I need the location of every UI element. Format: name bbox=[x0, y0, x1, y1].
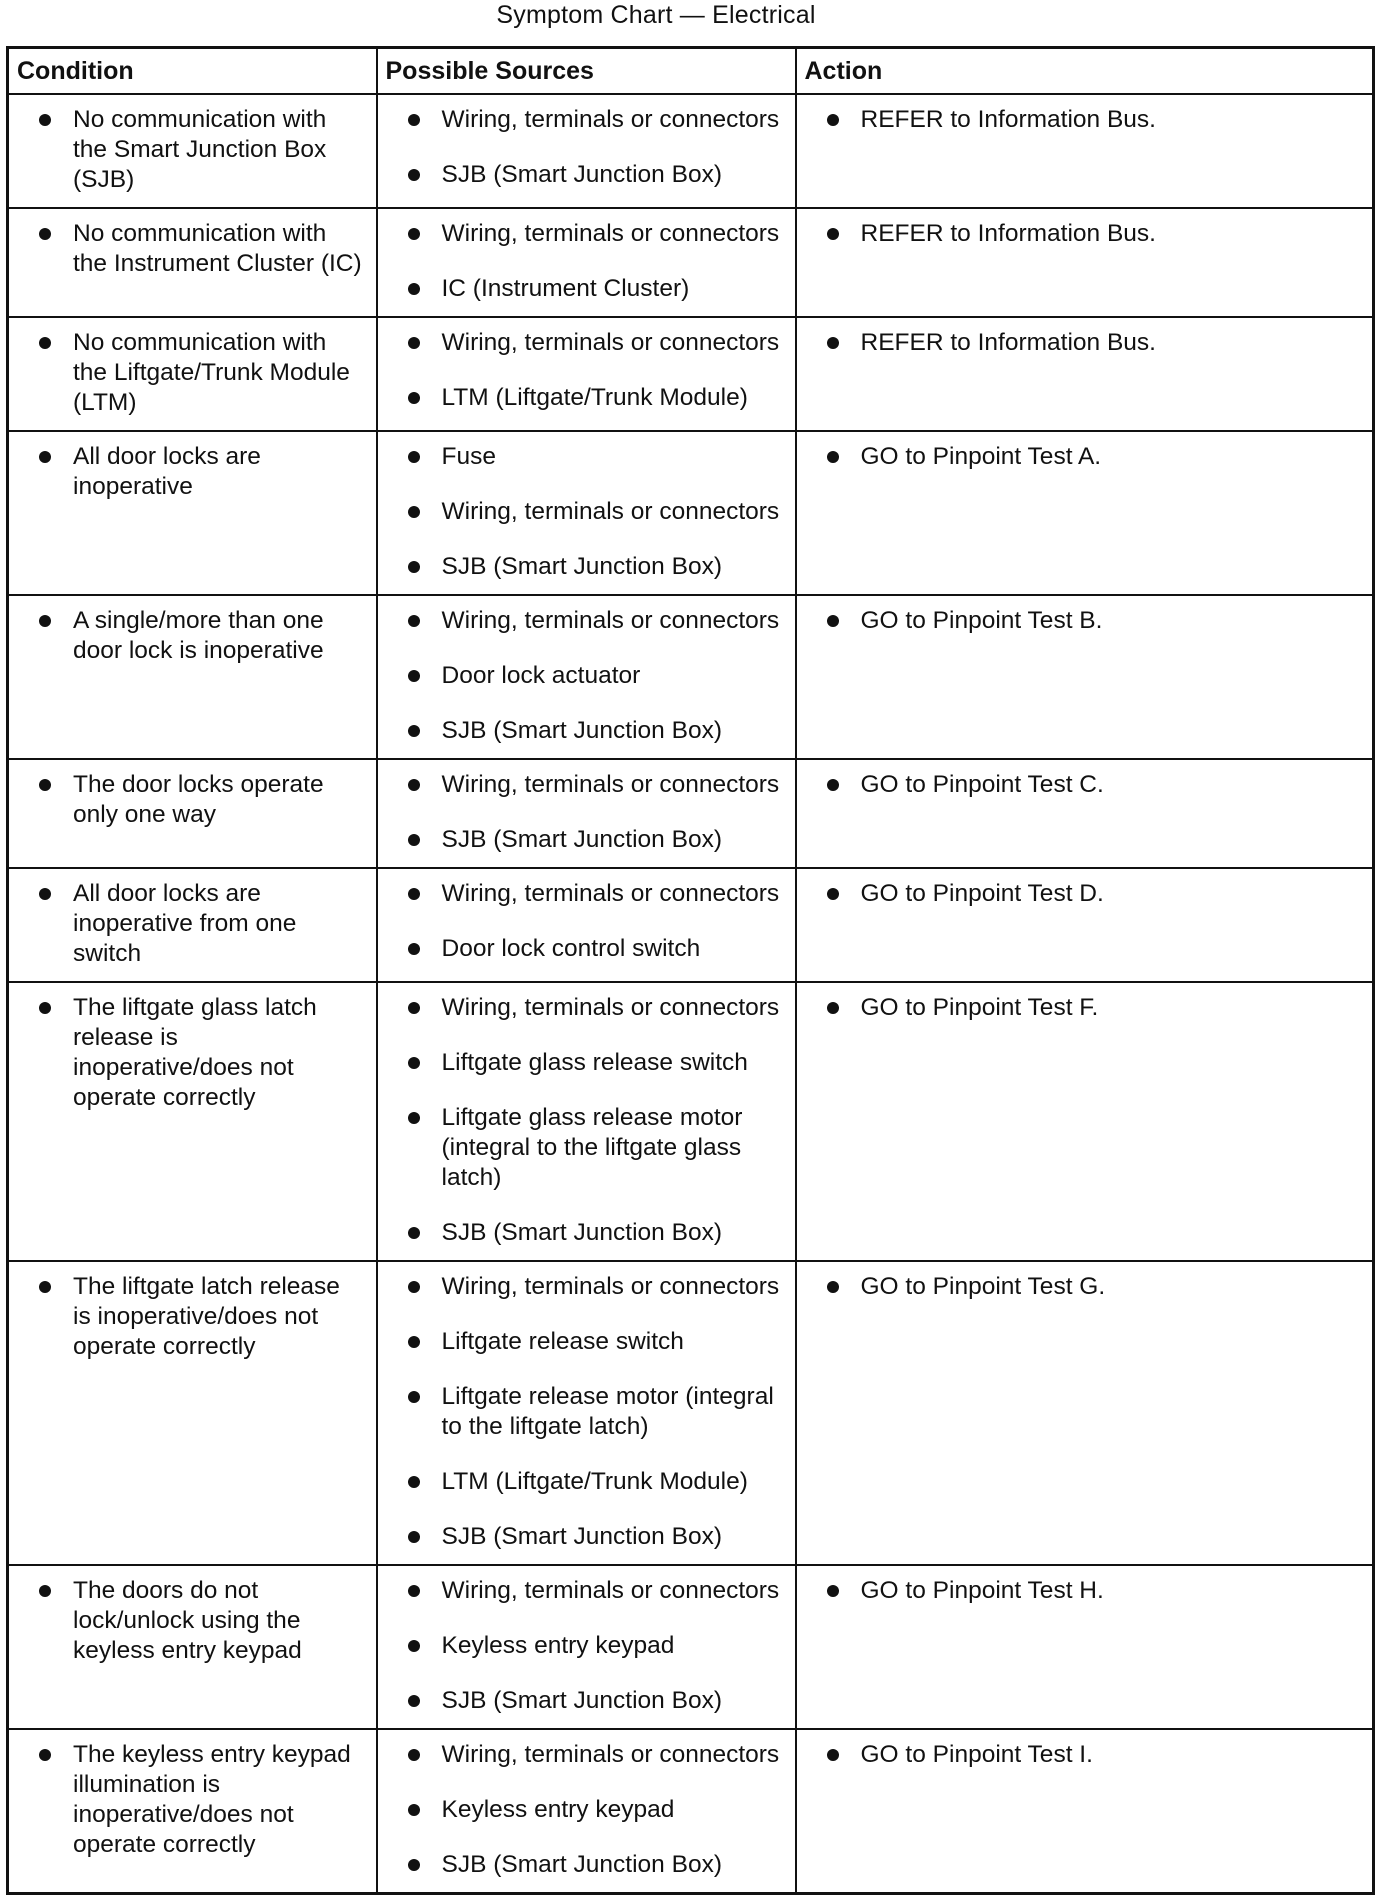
source-text: Wiring, terminals or connectors bbox=[441, 880, 780, 907]
table-row bbox=[8, 868, 1374, 982]
condition-item bbox=[37, 219, 364, 279]
action-text: GO to Pinpoint Test B. bbox=[860, 607, 1103, 634]
bullet-icon bbox=[408, 834, 420, 846]
bullet-icon bbox=[408, 1112, 420, 1124]
table-row bbox=[8, 1729, 1374, 1894]
condition-item bbox=[37, 1740, 364, 1860]
source-text: LTM (Liftgate/Trunk Module) bbox=[441, 1468, 748, 1495]
bullet-icon bbox=[39, 1749, 51, 1761]
action-text: GO to Pinpoint Test A. bbox=[860, 443, 1102, 470]
source-item bbox=[406, 1576, 783, 1606]
source-item bbox=[406, 993, 783, 1023]
condition-item bbox=[37, 105, 364, 195]
bullet-icon bbox=[408, 451, 420, 463]
condition-text: The liftgate glass latch release is inoperative/does not operate correctly bbox=[73, 994, 317, 1111]
source-text: Wiring, terminals or connectors bbox=[441, 329, 780, 356]
source-text: SJB (Smart Junction Box) bbox=[441, 1687, 722, 1714]
condition-cell bbox=[8, 208, 377, 317]
condition-text: A single/more than one door lock is inoperative bbox=[73, 607, 324, 664]
action-item bbox=[825, 1740, 1361, 1770]
bullet-icon bbox=[408, 337, 420, 349]
bullet-icon bbox=[408, 1859, 420, 1871]
sources-cell bbox=[377, 208, 796, 317]
sources-cell bbox=[377, 759, 796, 868]
bullet-icon bbox=[39, 337, 51, 349]
table-row bbox=[8, 1261, 1374, 1565]
source-item bbox=[406, 879, 783, 909]
source-text: Wiring, terminals or connectors bbox=[441, 1741, 780, 1768]
source-item bbox=[406, 328, 783, 358]
sources-cell bbox=[377, 1261, 796, 1565]
action-cell bbox=[796, 1729, 1374, 1894]
source-text: Wiring, terminals or connectors bbox=[441, 106, 780, 133]
condition-cell bbox=[8, 868, 377, 982]
sources-cell bbox=[377, 868, 796, 982]
bullet-icon bbox=[827, 779, 839, 791]
condition-cell bbox=[8, 317, 377, 431]
action-text: GO to Pinpoint Test F. bbox=[860, 994, 1099, 1021]
symptom-table bbox=[6, 46, 1375, 1895]
action-item bbox=[825, 328, 1361, 358]
source-item bbox=[406, 442, 783, 472]
source-text: SJB (Smart Junction Box) bbox=[441, 1219, 722, 1246]
condition-item bbox=[37, 606, 364, 666]
source-item bbox=[406, 274, 783, 304]
bullet-icon bbox=[827, 615, 839, 627]
bullet-icon bbox=[408, 392, 420, 404]
bullet-icon bbox=[408, 615, 420, 627]
condition-item bbox=[37, 993, 364, 1113]
sources-cell bbox=[377, 982, 796, 1261]
table-row bbox=[8, 1565, 1374, 1729]
source-item bbox=[406, 1327, 783, 1357]
action-text: GO to Pinpoint Test H. bbox=[860, 1577, 1104, 1604]
source-text: Liftgate glass release switch bbox=[441, 1049, 748, 1076]
action-cell bbox=[796, 868, 1374, 982]
bullet-icon bbox=[827, 1002, 839, 1014]
source-text: Wiring, terminals or connectors bbox=[441, 607, 780, 634]
bullet-icon bbox=[408, 1391, 420, 1403]
source-item bbox=[406, 825, 783, 855]
source-item bbox=[406, 1850, 783, 1880]
bullet-icon bbox=[39, 228, 51, 240]
action-item bbox=[825, 1576, 1361, 1606]
condition-text: The liftgate latch release is inoperative/does not operate correctly bbox=[73, 1273, 340, 1360]
source-item bbox=[406, 661, 783, 691]
bullet-icon bbox=[39, 451, 51, 463]
source-item bbox=[406, 1272, 783, 1302]
source-text: LTM (Liftgate/Trunk Module) bbox=[441, 384, 748, 411]
bullet-icon bbox=[827, 1585, 839, 1597]
bullet-icon bbox=[408, 1227, 420, 1239]
condition-text: No communication with the Instrument Cluster (IC) bbox=[73, 220, 362, 277]
bullet-icon bbox=[408, 1336, 420, 1348]
condition-text: All door locks are inoperative bbox=[73, 443, 261, 500]
action-cell bbox=[796, 982, 1374, 1261]
bullet-icon bbox=[827, 1749, 839, 1761]
source-item bbox=[406, 219, 783, 249]
condition-cell bbox=[8, 431, 377, 595]
action-text: GO to Pinpoint Test I. bbox=[860, 1741, 1093, 1768]
source-item bbox=[406, 934, 783, 964]
source-text: Wiring, terminals or connectors bbox=[441, 1273, 780, 1300]
sources-cell bbox=[377, 1565, 796, 1729]
source-text: Door lock actuator bbox=[441, 662, 641, 689]
sources-cell bbox=[377, 317, 796, 431]
condition-cell bbox=[8, 759, 377, 868]
bullet-icon bbox=[39, 888, 51, 900]
source-text: Keyless entry keypad bbox=[441, 1632, 675, 1659]
action-text: GO to Pinpoint Test D. bbox=[860, 880, 1104, 907]
source-text: Liftgate release switch bbox=[441, 1328, 684, 1355]
source-text: Keyless entry keypad bbox=[441, 1796, 675, 1823]
bullet-icon bbox=[408, 1749, 420, 1761]
bullet-icon bbox=[408, 1002, 420, 1014]
source-text: Wiring, terminals or connectors bbox=[441, 498, 780, 525]
source-item bbox=[406, 1631, 783, 1661]
condition-text: All door locks are inoperative from one switch bbox=[73, 880, 297, 967]
table-row bbox=[8, 94, 1374, 208]
action-item bbox=[825, 219, 1361, 249]
bullet-icon bbox=[408, 1531, 420, 1543]
action-item bbox=[825, 1272, 1361, 1302]
source-text: Liftgate glass release motor (integral to the liftgate glass latch) bbox=[441, 1104, 743, 1191]
source-item bbox=[406, 1382, 783, 1442]
condition-item bbox=[37, 328, 364, 418]
source-text: Fuse bbox=[441, 443, 496, 470]
bullet-icon bbox=[408, 228, 420, 240]
bullet-icon bbox=[827, 451, 839, 463]
table-row bbox=[8, 317, 1374, 431]
condition-text: The door locks operate only one way bbox=[73, 771, 324, 828]
condition-cell bbox=[8, 1565, 377, 1729]
action-item bbox=[825, 442, 1361, 472]
source-item bbox=[406, 1795, 783, 1825]
action-cell bbox=[796, 94, 1374, 208]
condition-text: The doors do not lock/unlock using the keyless entry keypad bbox=[73, 1577, 302, 1664]
bullet-icon bbox=[39, 1281, 51, 1293]
condition-item bbox=[37, 1272, 364, 1362]
sources-header: Possible Sources bbox=[377, 48, 796, 95]
source-item bbox=[406, 770, 783, 800]
source-text: Wiring, terminals or connectors bbox=[441, 1577, 780, 1604]
bullet-icon bbox=[408, 943, 420, 955]
source-item bbox=[406, 1522, 783, 1552]
condition-item bbox=[37, 879, 364, 969]
action-item bbox=[825, 770, 1361, 800]
bullet-icon bbox=[827, 228, 839, 240]
action-item bbox=[825, 105, 1361, 135]
source-item bbox=[406, 105, 783, 135]
bullet-icon bbox=[408, 779, 420, 791]
bullet-icon bbox=[408, 1640, 420, 1652]
bullet-icon bbox=[408, 1281, 420, 1293]
source-item bbox=[406, 716, 783, 746]
bullet-icon bbox=[408, 114, 420, 126]
bullet-icon bbox=[408, 1695, 420, 1707]
source-text: Wiring, terminals or connectors bbox=[441, 771, 780, 798]
action-text: REFER to Information Bus. bbox=[860, 106, 1156, 133]
source-text: SJB (Smart Junction Box) bbox=[441, 553, 722, 580]
action-cell bbox=[796, 1565, 1374, 1729]
table-row bbox=[8, 759, 1374, 868]
source-item bbox=[406, 552, 783, 582]
action-item bbox=[825, 879, 1361, 909]
action-cell bbox=[796, 595, 1374, 759]
condition-cell bbox=[8, 1729, 377, 1894]
action-item bbox=[825, 993, 1361, 1023]
source-text: SJB (Smart Junction Box) bbox=[441, 1851, 722, 1878]
sources-cell bbox=[377, 431, 796, 595]
sources-cell bbox=[377, 1729, 796, 1894]
action-cell bbox=[796, 208, 1374, 317]
bullet-icon bbox=[408, 888, 420, 900]
action-text: GO to Pinpoint Test G. bbox=[860, 1273, 1106, 1300]
source-text: Liftgate release motor (integral to the liftgate latch) bbox=[441, 1383, 774, 1440]
source-text: Wiring, terminals or connectors bbox=[441, 220, 780, 247]
sources-cell bbox=[377, 94, 796, 208]
source-item bbox=[406, 1048, 783, 1078]
source-text: SJB (Smart Junction Box) bbox=[441, 1523, 722, 1550]
bullet-icon bbox=[827, 1281, 839, 1293]
action-text: REFER to Information Bus. bbox=[860, 329, 1156, 356]
action-cell bbox=[796, 1261, 1374, 1565]
source-item bbox=[406, 1103, 783, 1193]
bullet-icon bbox=[39, 615, 51, 627]
source-item bbox=[406, 1467, 783, 1497]
bullet-icon bbox=[408, 561, 420, 573]
action-text: REFER to Information Bus. bbox=[860, 220, 1156, 247]
page-title: Symptom Chart — Electrical bbox=[496, 1, 816, 29]
condition-text: No communication with the Smart Junction Box (SJB) bbox=[73, 106, 327, 193]
bullet-icon bbox=[39, 779, 51, 791]
table-row bbox=[8, 208, 1374, 317]
action-text: GO to Pinpoint Test C. bbox=[860, 771, 1104, 798]
condition-cell bbox=[8, 94, 377, 208]
bullet-icon bbox=[408, 670, 420, 682]
source-item bbox=[406, 497, 783, 527]
sources-cell bbox=[377, 595, 796, 759]
condition-cell bbox=[8, 982, 377, 1261]
action-cell bbox=[796, 431, 1374, 595]
source-item bbox=[406, 160, 783, 190]
source-text: SJB (Smart Junction Box) bbox=[441, 717, 722, 744]
condition-header: Condition bbox=[8, 48, 377, 95]
bullet-icon bbox=[408, 506, 420, 518]
table-row bbox=[8, 595, 1374, 759]
table-row bbox=[8, 431, 1374, 595]
bullet-icon bbox=[408, 1476, 420, 1488]
bullet-icon bbox=[408, 1057, 420, 1069]
source-item bbox=[406, 1218, 783, 1248]
source-text: SJB (Smart Junction Box) bbox=[441, 161, 722, 188]
bullet-icon bbox=[408, 169, 420, 181]
condition-item bbox=[37, 442, 364, 502]
condition-item bbox=[37, 770, 364, 830]
bullet-icon bbox=[39, 114, 51, 126]
source-text: SJB (Smart Junction Box) bbox=[441, 826, 722, 853]
source-text: IC (Instrument Cluster) bbox=[441, 275, 690, 302]
bullet-icon bbox=[827, 114, 839, 126]
source-text: Door lock control switch bbox=[441, 935, 701, 962]
bullet-icon bbox=[408, 283, 420, 295]
condition-text: No communication with the Liftgate/Trunk Module (LTM) bbox=[73, 329, 350, 416]
bullet-icon bbox=[827, 888, 839, 900]
bullet-icon bbox=[39, 1002, 51, 1014]
bullet-icon bbox=[408, 1804, 420, 1816]
source-text: Wiring, terminals or connectors bbox=[441, 994, 780, 1021]
bullet-icon bbox=[827, 337, 839, 349]
table-row bbox=[8, 982, 1374, 1261]
bullet-icon bbox=[408, 725, 420, 737]
action-item bbox=[825, 606, 1361, 636]
source-item bbox=[406, 1686, 783, 1716]
source-item bbox=[406, 606, 783, 636]
action-cell bbox=[796, 759, 1374, 868]
source-item bbox=[406, 383, 783, 413]
condition-text: The keyless entry keypad illumination is inoperative/does not operate correctly bbox=[73, 1741, 351, 1858]
bullet-icon bbox=[39, 1585, 51, 1597]
condition-cell bbox=[8, 595, 377, 759]
header-row bbox=[8, 48, 1374, 95]
source-item bbox=[406, 1740, 783, 1770]
condition-item bbox=[37, 1576, 364, 1666]
action-header: Action bbox=[796, 48, 1374, 95]
bullet-icon bbox=[408, 1585, 420, 1597]
table-body bbox=[8, 94, 1374, 1894]
action-cell bbox=[796, 317, 1374, 431]
condition-cell bbox=[8, 1261, 377, 1565]
